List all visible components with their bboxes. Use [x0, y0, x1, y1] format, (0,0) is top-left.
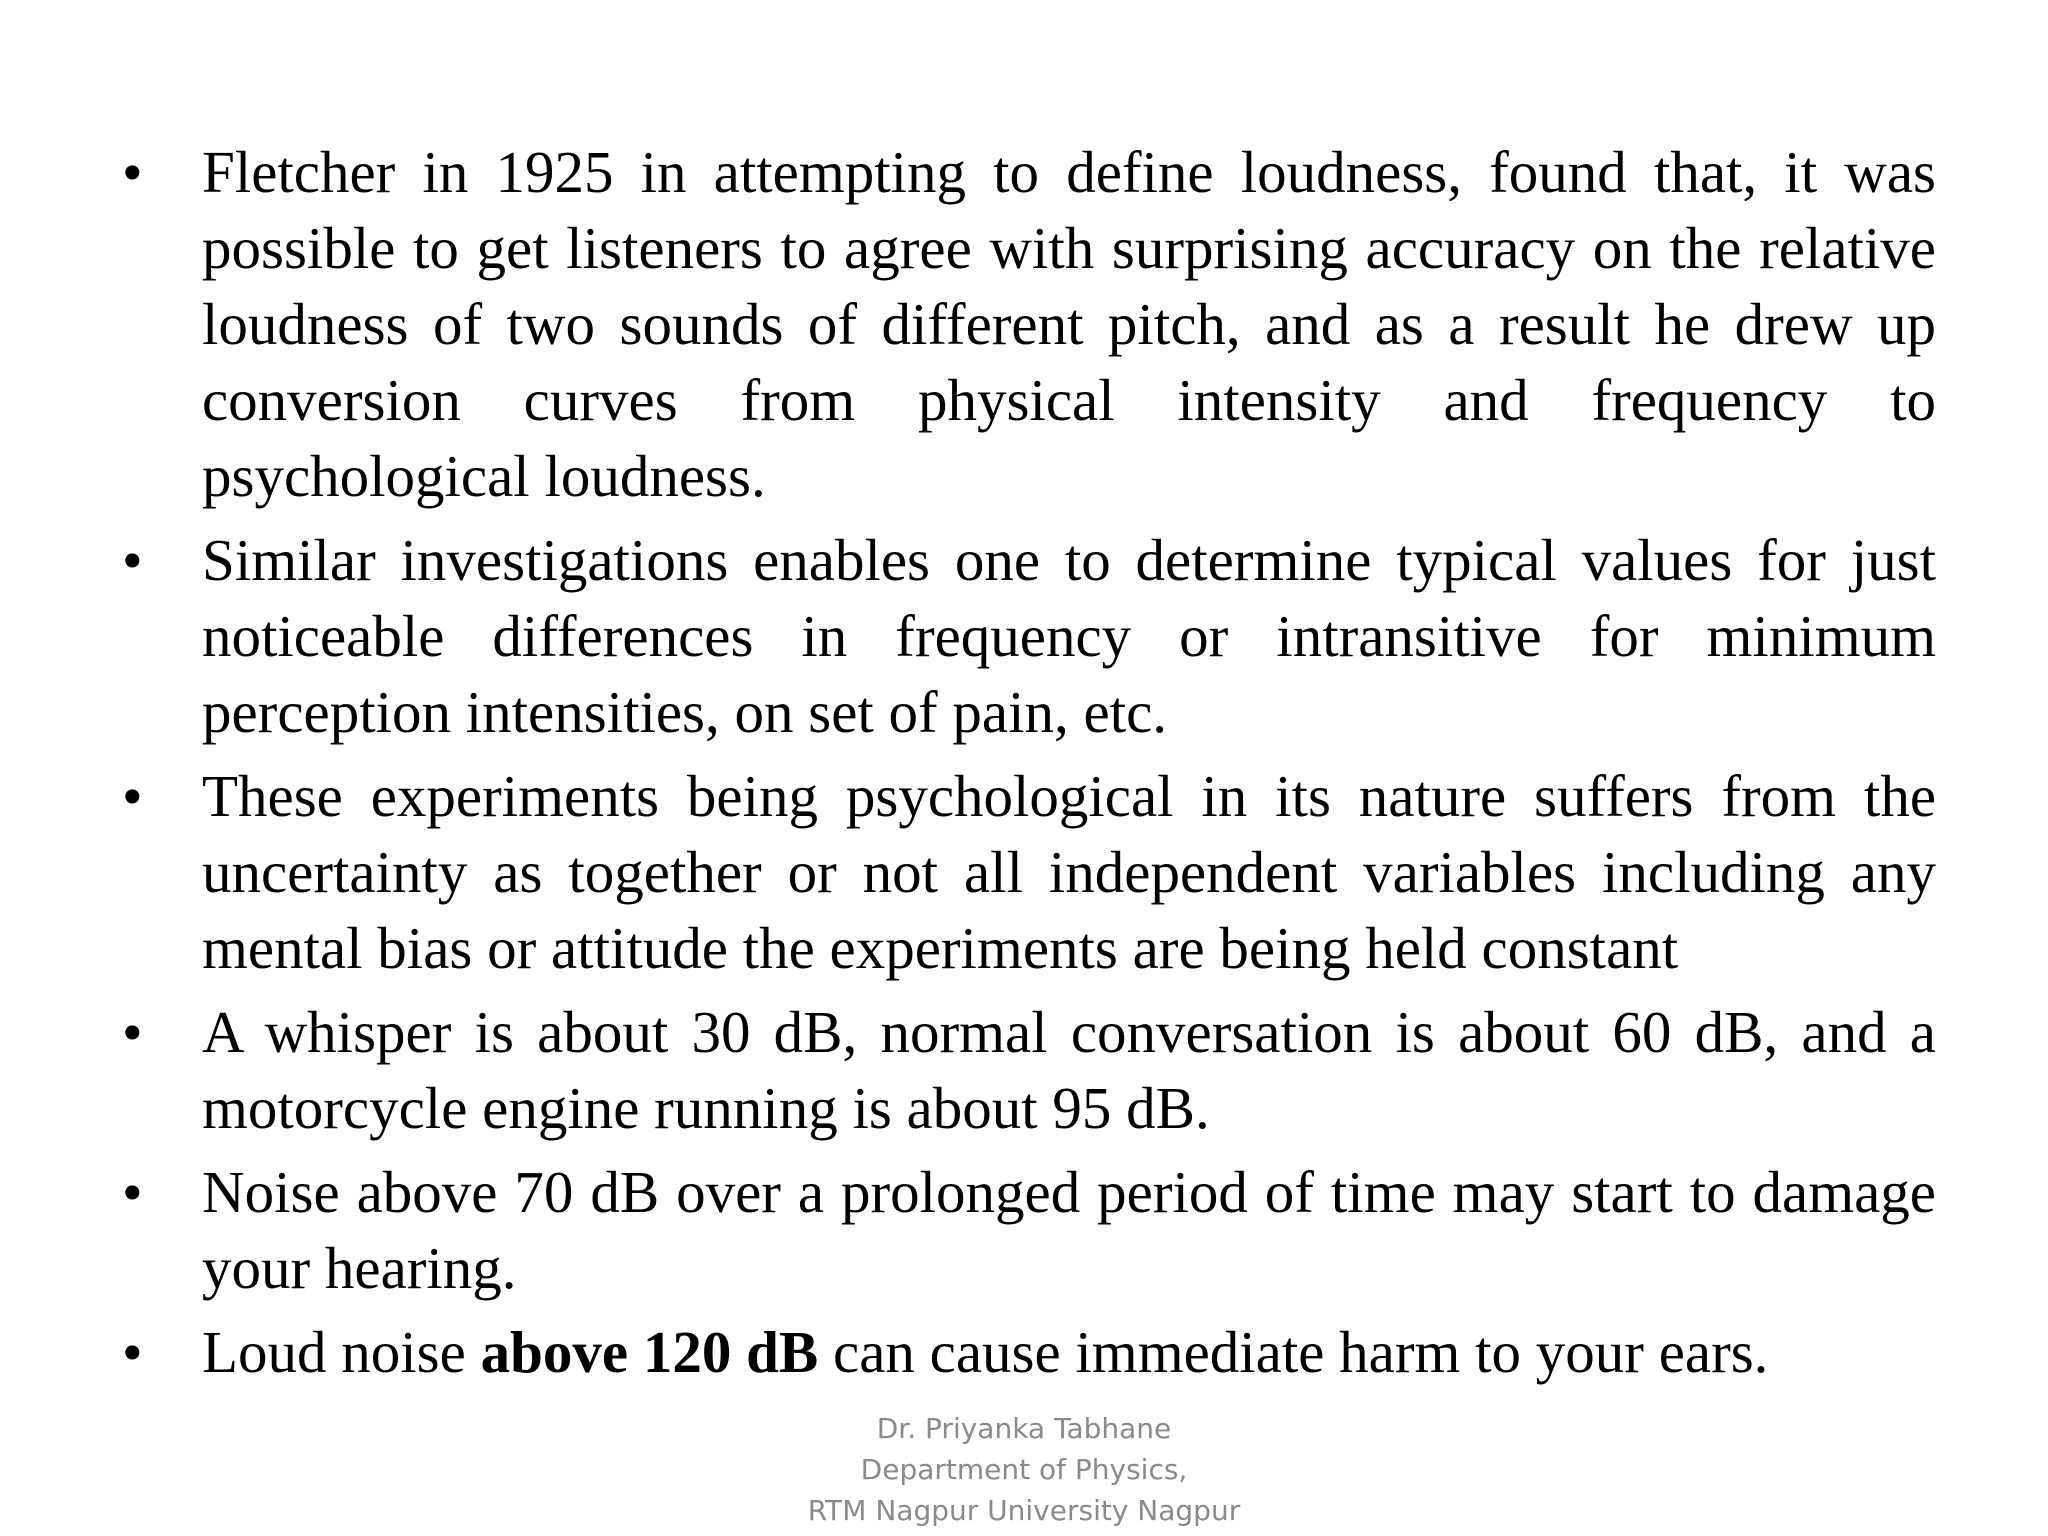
bullet-icon: •	[122, 1159, 143, 1225]
bullet-text: Noise above 70 dB over a prolonged period of time may start to damage your hearing.	[202, 1159, 1936, 1301]
bullet-text: Fletcher in 1925 in attempting to define loudness, found that, it was possible to get listeners to agree with surprising accuracy on the relative loudness of two sounds of different pitch, and as a result he drew up conversion curves from physical intensity and frequency to psychological loudness.	[202, 139, 1936, 509]
footer-university: RTM Nagpur University Nagpur	[807, 1494, 1241, 1527]
bullet-icon: •	[122, 527, 143, 593]
bullet-icon: •	[122, 999, 143, 1065]
bullet-text: A whisper is about 30 dB, normal conversation is about 60 dB, and a motorcycle engine running is about 95 dB.	[202, 999, 1936, 1141]
bullet-text: Similar investigations enables one to determine typical values for just noticeable differences in frequency or intransitive for minimum perception intensities, on set of pain, etc.	[202, 527, 1936, 745]
bullet-text-bold: above 120 dB	[480, 1319, 819, 1385]
bullet-item-noise-70db	[118, 1154, 1936, 1306]
footer-department: Department of Physics,	[860, 1453, 1188, 1486]
footer-credit	[0, 1408, 2048, 1531]
bullet-icon: •	[122, 763, 143, 829]
bullet-item-whisper	[118, 994, 1936, 1146]
bullet-icon: •	[122, 139, 143, 205]
bullet-item-loud-noise-120db	[118, 1314, 1936, 1390]
bullet-text-post: can cause immediate harm to your ears.	[818, 1319, 1769, 1385]
bullet-icon: •	[122, 1319, 143, 1385]
bullet-item-similar-investigations	[118, 522, 1936, 750]
footer-author: Dr. Priyanka Tabhane	[876, 1412, 1172, 1445]
bullet-list	[118, 134, 1936, 1398]
bullet-text: These experiments being psychological in its nature suffers from the uncertainty as together or not all independent variables including any mental bias or attitude the experiments are being held constant	[202, 763, 1936, 981]
bullet-item-experiments	[118, 758, 1936, 986]
bullet-text-pre: Loud noise	[202, 1319, 481, 1385]
bullet-item-fletcher	[118, 134, 1936, 514]
